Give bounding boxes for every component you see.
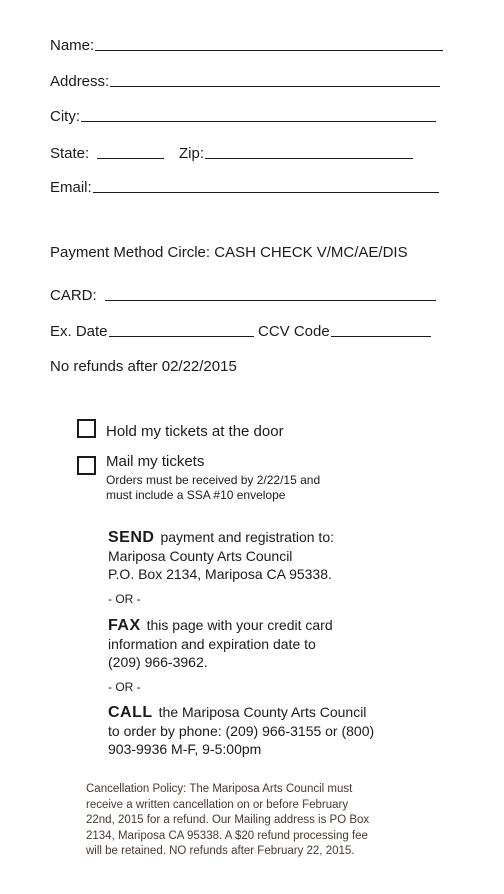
or-separator-2: - OR - (108, 680, 141, 694)
expiration-date-field[interactable] (50, 323, 254, 340)
hold-at-door-label: Hold my tickets at the door (106, 423, 284, 440)
no-refunds-text: No refunds after 02/22/2015 (50, 358, 237, 375)
payment-method-text: Payment Method Circle: CASH CHECK V/MC/AE/DIS (50, 244, 408, 261)
fax-line-3: (209) 966-3962. (108, 654, 208, 670)
name-field[interactable] (50, 37, 443, 54)
fax-heading: FAX (108, 617, 141, 634)
mail-note-line-2: must include a SSA #10 envelope (106, 488, 286, 502)
or-separator-1: - OR - (108, 592, 141, 606)
send-heading: SEND (108, 529, 155, 546)
fax-line-2: information and expiration date to (108, 636, 316, 652)
card-field[interactable] (50, 287, 436, 304)
zip-label: Zip: (179, 145, 205, 162)
name-label: Name: (50, 37, 95, 54)
send-section (108, 528, 334, 583)
fax-section (108, 616, 333, 671)
city-line[interactable] (81, 120, 436, 122)
hold-at-door-checkbox[interactable] (77, 419, 96, 438)
call-line-2: to order by phone: (209) 966-3155 or (800) (108, 723, 375, 739)
send-line-3: P.O. Box 2134, Mariposa CA 95338. (108, 566, 332, 582)
call-heading: CALL (108, 704, 153, 721)
address-field[interactable] (50, 73, 440, 90)
state-label: State: (50, 145, 90, 162)
email-line[interactable] (93, 191, 439, 193)
send-line-2: Mariposa County Arts Council (108, 548, 293, 564)
policy-line: Cancellation Policy: The Mariposa Arts Council must (86, 783, 353, 795)
city-field[interactable] (50, 108, 436, 125)
policy-line: will be retained. NO refunds after February 22, 2015. (86, 845, 355, 857)
call-line-3: 903-9936 M-F, 9-5:00pm (108, 741, 262, 757)
ccv-code-line[interactable] (331, 335, 431, 337)
zip-line[interactable] (205, 157, 413, 159)
expiration-date-label: Ex. Date (50, 323, 108, 340)
state-field[interactable] (50, 145, 164, 162)
policy-line: 22nd, 2015 for a refund. Our Mailing address is PO Box (86, 814, 370, 826)
send-line-1: payment and registration to: (160, 529, 334, 545)
email-field[interactable] (50, 179, 439, 196)
policy-line: receive a written cancellation on or before February (86, 798, 349, 811)
name-line[interactable] (95, 49, 443, 51)
city-label: City: (50, 108, 80, 125)
fax-line-1: this page with your credit card (146, 617, 333, 633)
ccv-code-label: CCV Code (258, 323, 330, 340)
policy-line: 2134, Mariposa CA 95338. A $20 refund processing fee (86, 829, 368, 842)
state-line[interactable] (97, 157, 164, 159)
mail-note (106, 473, 320, 503)
zip-field[interactable] (179, 145, 413, 162)
mail-tickets-label: Mail my tickets (106, 453, 205, 470)
address-label: Address: (50, 73, 110, 90)
expiration-date-line[interactable] (109, 335, 254, 337)
mail-tickets-checkbox[interactable] (77, 456, 96, 475)
call-section (108, 703, 374, 758)
ccv-code-field[interactable] (258, 323, 431, 340)
email-label: Email: (50, 179, 92, 196)
mail-note-line-1: Orders must be received by 2/22/15 and (106, 473, 321, 487)
call-line-1: the Mariposa County Arts Council (158, 704, 367, 720)
card-label: CARD: (50, 287, 97, 304)
card-line[interactable] (105, 299, 436, 301)
address-line[interactable] (110, 85, 440, 87)
cancellation-policy (86, 782, 406, 860)
